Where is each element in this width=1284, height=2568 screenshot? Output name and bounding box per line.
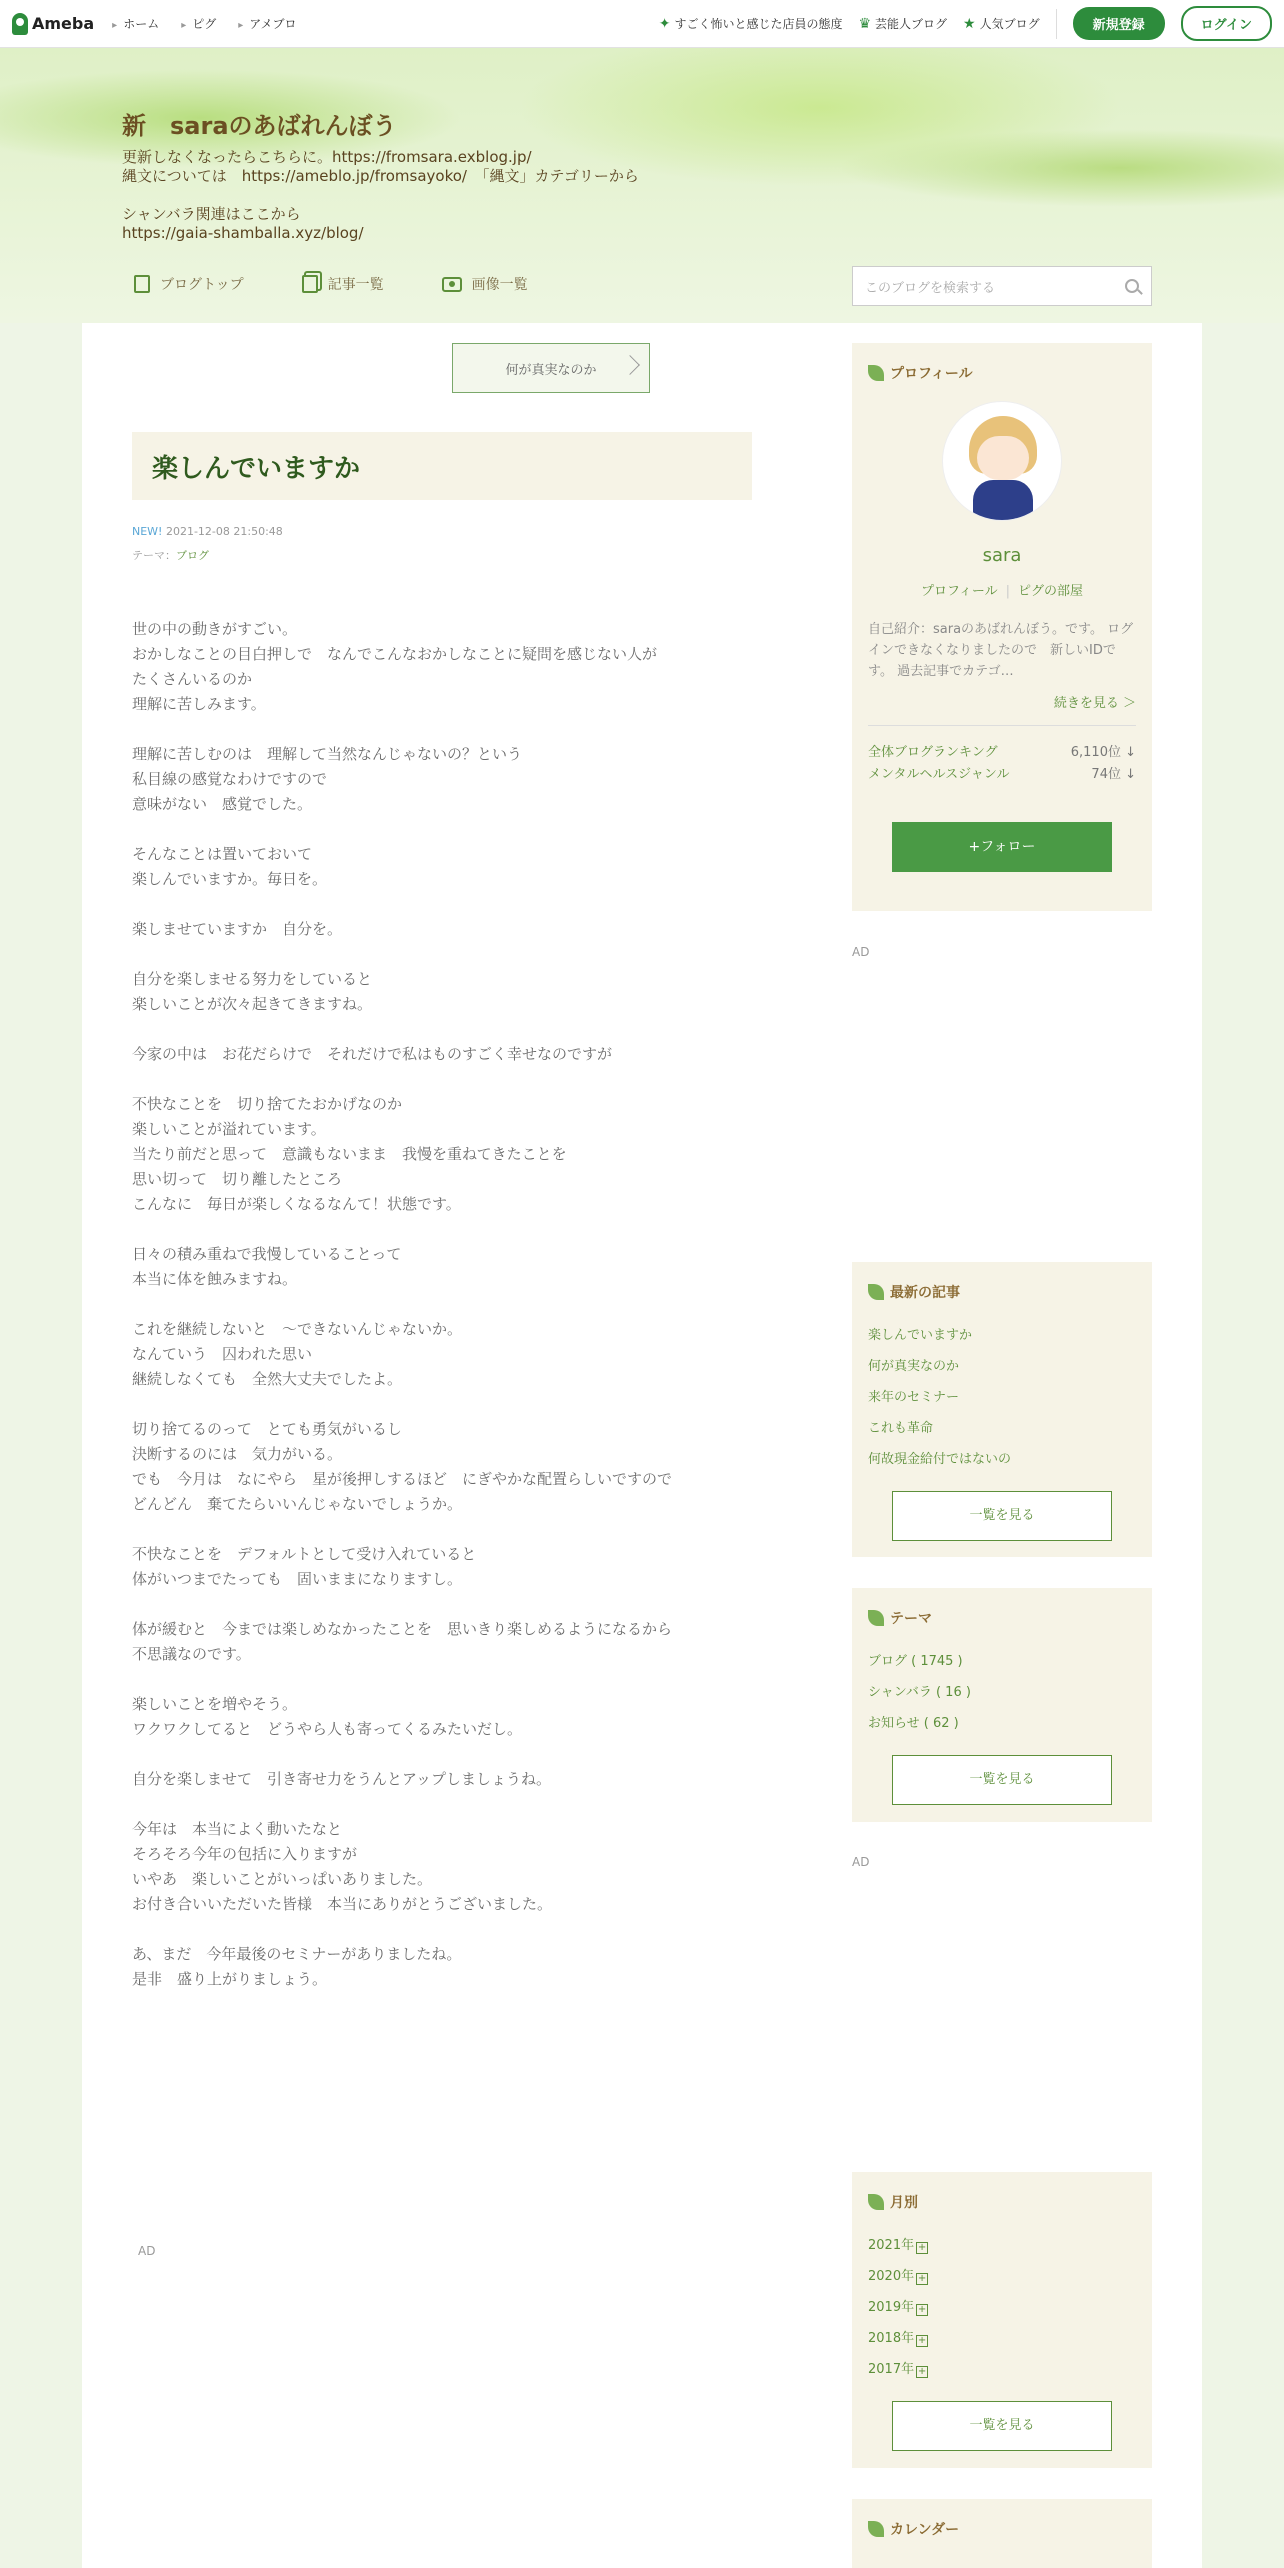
popular-blog-label: 人気ブログ	[979, 17, 1040, 31]
crown-icon: ♛	[858, 15, 872, 32]
year-label: 2020年	[868, 2269, 915, 2284]
profile-name[interactable]: sara	[982, 545, 1022, 566]
paragraph: これを継続しないと ～できないんじゃないか。 なんていう 囚われた思い 継続しなくても 全然大丈夫でしたよ。	[132, 1320, 463, 1388]
avatar-face	[977, 436, 1029, 480]
paragraph: 自分を楽しませる努力をしていると 楽しいことが次々起きてきますね。	[132, 970, 373, 1013]
prev-entry-label: 何が真実なのか	[505, 362, 597, 378]
popular-blog-link[interactable]	[963, 15, 1040, 32]
profile-heading	[868, 363, 1136, 383]
new-badge: NEW!	[132, 525, 163, 538]
profile-box	[852, 343, 1152, 911]
header-right	[659, 6, 1272, 41]
global-nav	[112, 15, 296, 32]
month-link[interactable]	[868, 2261, 1136, 2292]
latest-list	[868, 1320, 1136, 1475]
genre-ranking	[868, 764, 1136, 786]
logo-text: Ameba	[32, 14, 95, 33]
image-list-label: 画像一覧	[471, 277, 528, 293]
search-icon[interactable]	[1125, 279, 1139, 293]
follow-button[interactable]: +フォロー	[892, 822, 1112, 872]
themes-heading-text: テーマ	[890, 1611, 932, 1627]
paragraph: 自分を楽しませて 引き寄せ力をうんとアップしましょうね。	[132, 1770, 551, 1788]
pigg-room-link[interactable]: ピグの部屋	[1018, 584, 1084, 599]
blog-search-input[interactable]	[852, 266, 1152, 306]
overall-ranking-label[interactable]: 全体ブログランキング	[868, 745, 998, 760]
profile-link[interactable]: プロフィール	[920, 584, 998, 599]
chevron-right-icon	[620, 355, 640, 375]
ameba-logo-icon	[12, 13, 28, 35]
calendar-box	[852, 2499, 1152, 2568]
theme-link[interactable]: ブログ	[176, 549, 209, 562]
paragraph: 不快なことを デフォルトとして受け入れていると 体がいつまでたっても 固いままになりますし。	[132, 1545, 477, 1588]
global-header	[0, 0, 1284, 48]
link-separator: |	[1005, 584, 1011, 599]
month-link[interactable]	[868, 2354, 1136, 2385]
paragraph: 不快なことを 切り捨てたおかげなのか 楽しいことが溢れています。 当たり前だと思って 意識もないまま 我慢を重ねてきたことを 思い切って 切り離したところ こんなに 毎日が楽しくなるなんて！状態です。	[132, 1095, 567, 1213]
latest-entry-link[interactable]: これも革命	[868, 1421, 934, 1436]
profile-links	[868, 580, 1136, 599]
month-link[interactable]	[868, 2323, 1136, 2354]
expand-icon[interactable]: +	[917, 2366, 927, 2377]
genre-ranking-label[interactable]: メンタルヘルスジャンル	[868, 767, 1010, 782]
theme-label: テーマ：	[132, 549, 176, 562]
celebrity-blog-link[interactable]	[858, 15, 947, 32]
paragraph: 今年は 本当によく動いたなと そろそろ今年の包括に入りますが いやあ 楽しいことがいっぱいありました。 お付き合いいただいた皆様 本当にありがとうございました。	[132, 1820, 553, 1913]
paragraph: 日々の積み重ねで我慢していることって 本当に体を蝕みますね。	[132, 1245, 402, 1288]
leaf-icon	[868, 1284, 884, 1300]
ameba-logo[interactable]	[12, 13, 94, 35]
themes-box	[852, 1588, 1152, 1822]
theme-link[interactable]: ブログ ( 1745 )	[868, 1654, 963, 1669]
post-datetime: 2021-12-08 21:50:48	[165, 525, 283, 538]
blog-top-label: ブログトップ	[160, 277, 244, 293]
year-label: 2021年	[868, 2238, 915, 2253]
profile-divider	[868, 725, 1136, 726]
post-meta	[132, 520, 283, 568]
expand-icon[interactable]: +	[917, 2273, 927, 2284]
themes-list	[868, 1646, 1136, 1739]
expand-icon[interactable]: +	[917, 2335, 927, 2346]
trend-link[interactable]	[659, 15, 843, 32]
leaf-icon	[868, 1610, 884, 1626]
calendar-heading	[868, 2519, 1136, 2539]
latest-heading	[868, 1282, 1136, 1302]
paragraph: 理解に苦しむのは 理解して当然なんじゃないの？という 私目線の感覚なわけですので 意味がない 感覚でした。	[132, 745, 523, 813]
login-button[interactable]: ログイン	[1181, 6, 1272, 41]
signup-button[interactable]: 新規登録	[1073, 7, 1165, 40]
year-label: 2017年	[868, 2362, 915, 2377]
leaf-icon	[868, 2521, 884, 2537]
entry-list-link[interactable]	[302, 274, 384, 294]
latest-entry-link[interactable]: 楽しんでいますか	[868, 1328, 973, 1343]
avatar-body	[973, 480, 1033, 520]
monthly-list	[868, 2230, 1136, 2385]
latest-entry-link[interactable]: 何故現金給付ではないの	[868, 1452, 1012, 1467]
blog-title[interactable]: 新 saraのあばれんぼう	[122, 112, 397, 140]
image-list-link[interactable]	[442, 274, 528, 294]
paragraph: 今家の中は お花だらけで それだけで私はものすごく幸せなのですが	[132, 1045, 613, 1063]
expand-icon[interactable]: +	[917, 2304, 927, 2315]
nav-pigg[interactable]: ▸ ピグ	[181, 15, 216, 32]
leaf-icon	[868, 2194, 884, 2210]
year-label: 2019年	[868, 2300, 915, 2315]
month-link[interactable]	[868, 2230, 1136, 2261]
month-link[interactable]	[868, 2292, 1136, 2323]
sidebar-ad-label: AD	[852, 1855, 870, 1869]
monthly-heading-text: 月別	[890, 2195, 918, 2211]
latest-entries-box	[852, 1262, 1152, 1557]
post-title[interactable]: 楽しんでいますか	[132, 432, 752, 500]
nav-home[interactable]: ▸ ホーム	[112, 15, 159, 32]
ad-label: AD	[138, 2244, 156, 2258]
overall-ranking-value: 6,110位 ↓	[1070, 745, 1136, 760]
monthly-archive-box	[852, 2172, 1152, 2468]
paragraph: そんなことは置いておいて 楽しんでいますか。毎日を。	[132, 845, 328, 888]
theme-link[interactable]: お知らせ ( 62 )	[868, 1716, 959, 1731]
search-placeholder: このブログを検索する	[865, 280, 996, 296]
copy-icon	[302, 275, 318, 293]
paragraph: 楽しませていますか 自分を。	[132, 920, 343, 938]
overall-ranking	[868, 742, 1136, 764]
themes-see-all-button[interactable]: 一覧を見る	[892, 1755, 1112, 1805]
celebrity-blog-label: 芸能人ブログ	[875, 17, 948, 31]
latest-entry-link[interactable]: 何が真実なのか	[868, 1359, 960, 1374]
blog-nav	[134, 274, 528, 294]
profile-intro: 自己紹介：saraのあばれんぼう。です。 ログインできなくなりましたので 新しいIDです。 過去記事でカテゴ…	[868, 622, 1134, 679]
blog-description: 更新しなくなったらこちらに。https://fromsara.exblog.jp/ 縄文については https://ameblo.jp/fromsayoko/ 「縄文」カテゴリーから シャンバラ関連はここから https://gaia-shamballa.xyz/blog/	[122, 148, 639, 242]
trend-link-label: すごく怖いと感じた店員の態度	[674, 17, 843, 31]
genre-ranking-value: 74位 ↓	[1091, 767, 1136, 782]
paragraph: 世の中の動きがすごい。 おかしなことの目白押しで なんでこんなおかしなことに疑問を感じない人が たくさんいるのか 理解に苦しみます。	[132, 620, 658, 713]
profile-heading-text: プロフィール	[890, 366, 973, 382]
year-label: 2018年	[868, 2331, 915, 2346]
avatar[interactable]	[942, 401, 1062, 521]
star-icon: ★	[963, 15, 976, 32]
nav-ameblo[interactable]: ▸ アメブロ	[238, 15, 296, 32]
latest-entry-link[interactable]: 来年のセミナー	[868, 1390, 960, 1405]
post-body	[132, 617, 752, 2017]
camera-icon	[442, 277, 462, 292]
paragraph: あ、まだ 今年最後のセミナーがありましたね。 是非 盛り上がりましょう。	[132, 1945, 462, 1988]
leaf-icon	[868, 365, 884, 381]
read-more-link[interactable]: 続きを見る ＞	[1053, 696, 1136, 711]
latest-see-all-button[interactable]: 一覧を見る	[892, 1491, 1112, 1541]
paragraph: 体が緩むと 今までは楽しめなかったことを 思いきり楽しめるようになるから 不思議なのです。	[132, 1620, 673, 1663]
calendar-heading-text: カレンダー	[890, 2522, 960, 2538]
expand-icon[interactable]: +	[917, 2242, 927, 2253]
theme-link[interactable]: シャンバラ ( 16 )	[868, 1685, 971, 1700]
latest-heading-text: 最新の記事	[890, 1285, 960, 1301]
paragraph: 楽しいことを増やそう。 ワクワクしてると どうやら人も寄ってくるみたいだし。	[132, 1695, 523, 1738]
entry-list-label: 記事一覧	[327, 277, 384, 293]
prev-entry-button[interactable]	[452, 343, 650, 393]
themes-heading	[868, 1608, 1136, 1628]
paragraph: 切り捨てるのって とても勇気がいるし 決断するのには 気力がいる。 でも 今月は なにやら 星が後押しするほど にぎやかな配置らしいですので どんどん 棄てたらいいんじゃないでしょうか。	[132, 1420, 673, 1513]
blog-header	[0, 48, 1284, 323]
monthly-heading	[868, 2192, 1136, 2212]
sparkle-icon: ✦	[658, 15, 671, 32]
document-icon	[134, 275, 150, 293]
monthly-see-all-button[interactable]: 一覧を見る	[892, 2401, 1112, 2451]
sidebar-ad-label: AD	[852, 945, 870, 959]
header-divider	[1056, 9, 1057, 39]
blog-top-link[interactable]	[134, 274, 244, 294]
